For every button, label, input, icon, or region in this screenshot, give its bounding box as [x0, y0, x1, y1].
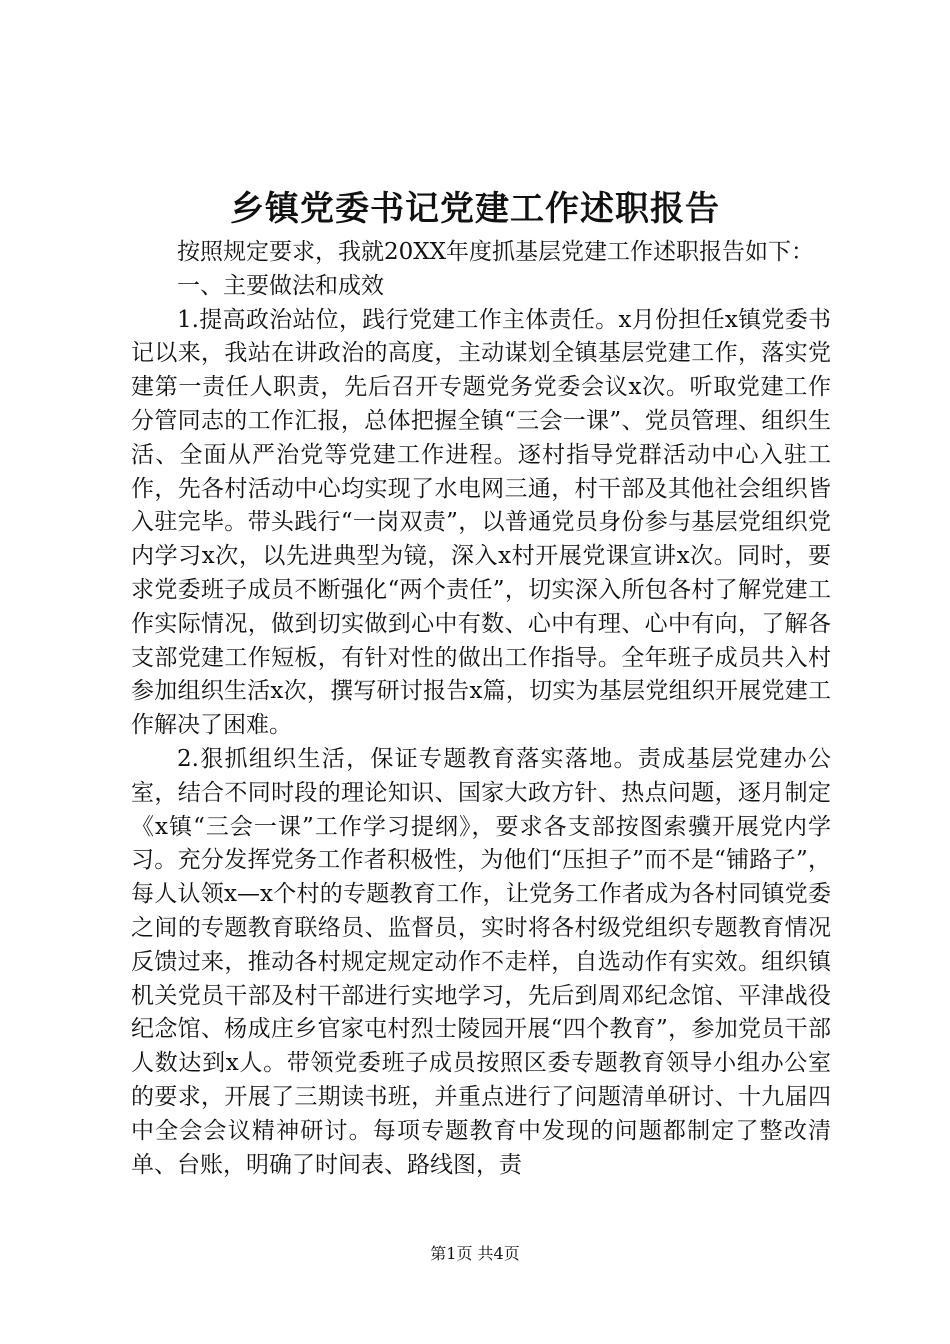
- page-number-footer: 第1页 共4页: [430, 1244, 520, 1263]
- document-title: 乡镇党委书记党建工作述职报告: [230, 189, 720, 229]
- document-body: [131, 236, 831, 1182]
- paragraph-item-1: 1.提高政治站位，践行党建工作主体责任。x月份担任x镇党委书记以来，我站在讲政治的高度，主动谋划全镇基层党建工作，落实党建第一责任人职责，先后召开专题党务党委会议x次。听取党建工作分管同志的工作汇报，总体把握全镇“三会一课”、党员管理、组织生活、全面从严治党等党建工作进程。逐村指导党群活动中心入驻工作，先各村活动中心均实现了水电网三通，村干部及其他社会组织皆入驻完毕。带头践行“一岗双责”，以普通党员身份参与基层党组织党内学习x次，以先进典型为镜，深入x村开展党课宣讲x次。同时，要求党委班子成员不断强化“两个责任”，切实深入所包各村了解党建工作实际情况，做到切实做到心中有数、心中有理、心中有向，了解各支部党建工作短板，有针对性的做出工作指导。全年班子成员共入村参加组织生活x次，撰写研讨报告x篇，切实为基层党组织开展党建工作解决了困难。: [131, 306, 831, 739]
- section-heading: 一、主要做法和成效: [177, 272, 384, 299]
- paragraph-intro: 按照规定要求，我就20XX年度抓基层党建工作述职报告如下：: [177, 239, 815, 265]
- paragraph-item-2: 2.狠抓组织生活，保证专题教育落实落地。责成基层党建办公室，结合不同时段的理论知识、国家大政方针、热点问题，逐月制定《x镇“三会一课”工作学习提纲》，要求各支部按图索骥开展党内学习。充分发挥党务工作者积极性，为他们“压担子”而不是“铺路子”，每人认领x—x个村的专题教育工作，让党务工作者成为各村同镇党委之间的专题教育联络员、监督员，实时将各村级党组织专题教育情况反馈过来，推动各村规定规定动作不走样，自选动作有实效。组织镇机关党员干部及村干部进行实地学习，先后到周邓纪念馆、平津战役纪念馆、杨成庄乡官家屯村烈士陵园开展“四个教育”，参加党员干部人数达到x人。带领党委班子成员按照区委专题教育领导小组办公室的要求，开展了三期读书班，并重点进行了问题清单研讨、十九届四中全会会议精神研讨。每项专题教育中发现的问题都制定了整改清单、台账，明确了时间表、路线图，责: [131, 745, 831, 1178]
